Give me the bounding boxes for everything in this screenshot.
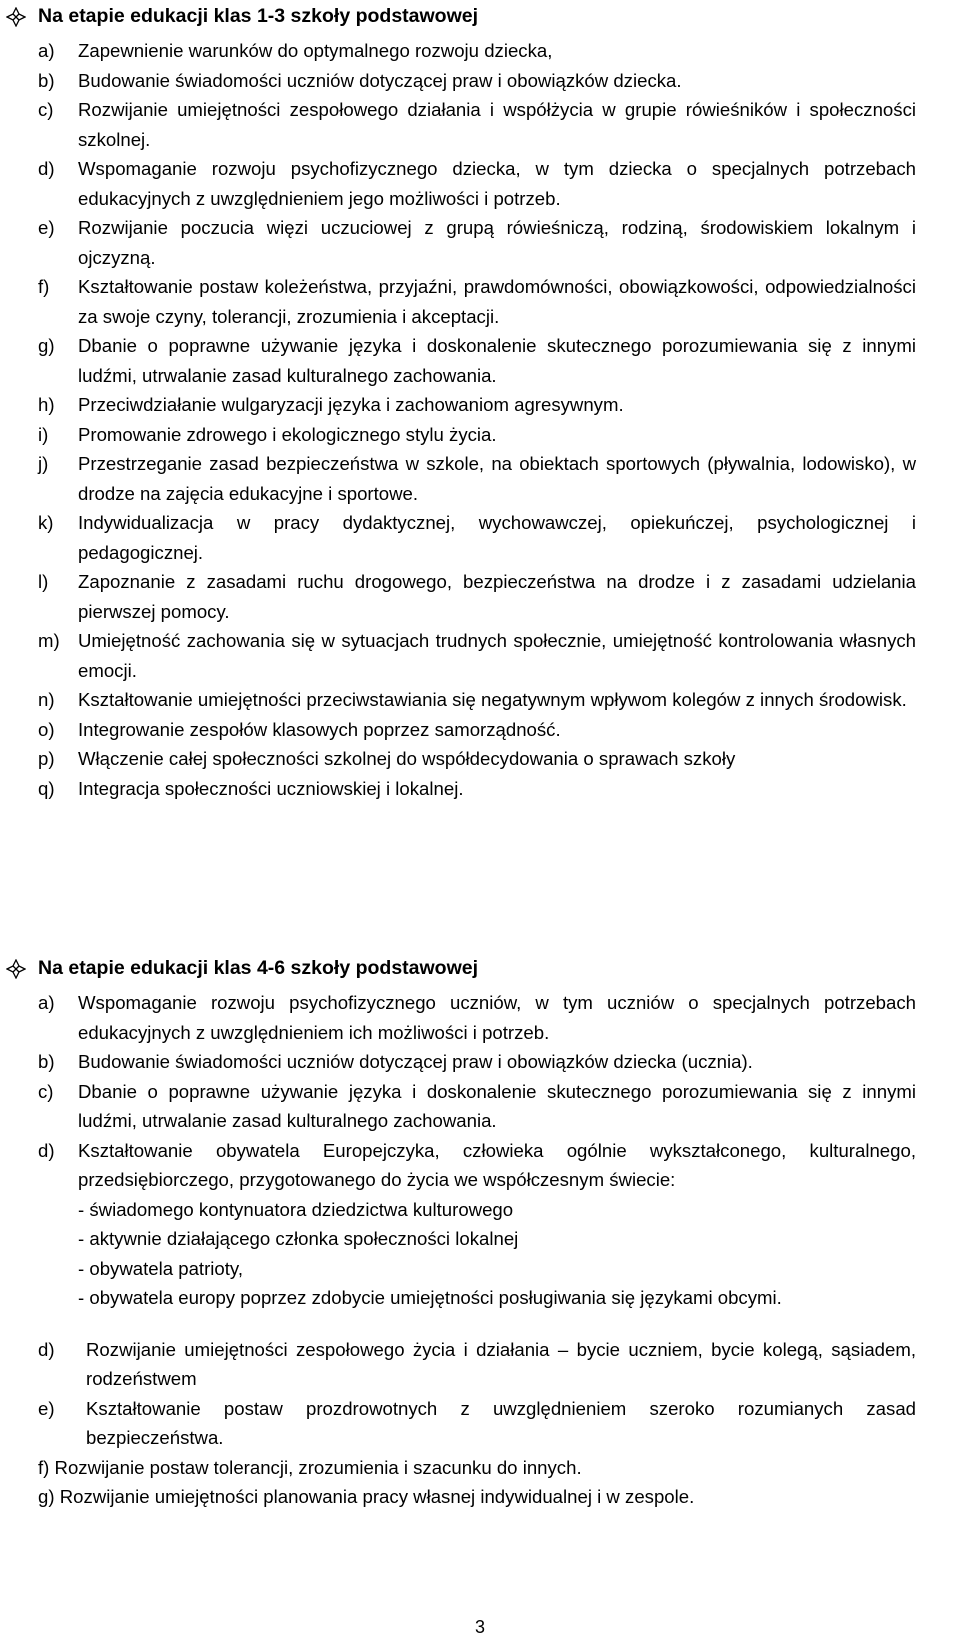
list-item: f) Rozwijanie postaw tolerancji, zrozumienia i szacunku do innych. [38,1456,582,1478]
list-item [38,626,916,685]
list-item [38,567,916,626]
item-label: o) [38,718,55,740]
list-item [38,154,916,213]
item-label: p) [38,748,55,769]
item-label: d) [38,1139,55,1161]
list-item [38,95,916,154]
list-item [38,685,916,715]
item-text: Wspomaganie rozwoju psychofizycznego dziecka, w tym dziecka o specjalnych potrzebach edukacyjnych z uwzględnieniem jego możliwości i potrzeb. [78,158,916,209]
item-label: c) [38,99,54,120]
section-classes-1-3 [0,4,960,803]
sub-list-item: - aktywnie działającego członka społeczności lokalnej [78,1228,519,1249]
item-text: Zapewnienie warunków do optymalnego rozwoju dziecka, [78,40,553,61]
list-item [38,420,916,450]
list-item [38,1335,916,1394]
item-label: m) [38,630,60,651]
item-text: Integrowanie zespołów klasowych poprzez samorządność. [78,718,561,740]
diamond-bullet-icon [6,7,26,27]
item-text: Przestrzeganie zasad bezpieczeństwa w szkole, na obiektach sportowych (pływalnia, lodowisko), w drodze na zajęcia edukacyjne i sportowe. [78,453,916,504]
list-item [38,272,916,331]
section-header [0,4,960,36]
item-label: b) [38,69,55,91]
section-title: Na etapie edukacji klas 4-6 szkoły podstawowej [38,957,479,979]
item-label: a) [38,992,55,1013]
item-label: f) [38,276,50,297]
item-text: Umiejętność zachowania się w sytuacjach trudnych społecznie, umiejętność kontrolowania własnych emocji. [78,630,916,681]
item-text: Kształtowanie postaw prozdrowotnych z uwzględnieniem szeroko rozumianych zasad bezpieczeństwa. [86,1397,916,1448]
item-label: a) [38,40,55,61]
item-label: e) [38,217,55,238]
list-item [38,213,916,272]
item-text: Kształtowanie umiejętności przeciwstawiania się negatywnym wpływom kolegów z innych środowisk. [78,689,907,710]
list-item [38,36,916,66]
list-item [38,1077,916,1136]
item-label: h) [38,394,55,415]
item-text: Kształtowanie obywatela Europejczyka, człowieka ogólnie wykształconego, kulturalnego, przedsiębiorczego, przygotowanego do życia we współczesnym świecie: [78,1139,916,1190]
list-item [38,390,916,420]
list-item [38,508,916,567]
item-text: Wspomaganie rozwoju psychofizycznego uczniów, w tym uczniów o specjalnych potrzebach edukacyjnych z uwzględnieniem ich możliwości i potrzeb. [78,992,916,1043]
item-text: Indywidualizacja w pracy dydaktycznej, wychowawczej, opiekuńczej, psychologicznej i pedagogicznej. [78,512,916,563]
item-label: q) [38,777,55,799]
item-text: Rozwijanie umiejętności zespołowego życia i działania – bycie uczniem, bycie kolegą, sąsiadem, rodzeństwem [86,1338,916,1389]
item-label: l) [38,571,49,592]
item-text: Dbanie o poprawne używanie języka i doskonalenie skutecznego porozumiewania się z innymi ludźmi, utrwalanie zasad kulturalnego zachowania. [78,335,916,386]
item-text: Kształtowanie postaw koleżeństwa, przyjaźni, prawdomówności, obowiązkowości, odpowiedzialności za swoje czyny, tolerancji, zrozumienia i akceptacji. [78,276,916,327]
list-item: g) Rozwijanie umiejętności planowania pracy własnej indywidualnej i w zespole. [38,1486,695,1507]
item-label: i) [38,423,49,445]
item-label: b) [38,1051,55,1072]
item-label: c) [38,1080,54,1102]
item-label: n) [38,689,55,710]
item-text: Promowanie zdrowego i ekologicznego stylu życia. [78,423,497,445]
item-text: Włączenie całej społeczności szkolnej do współdecydowania o sprawach szkoły [78,748,736,769]
list-item [38,715,916,745]
item-text: Przeciwdziałanie wulgaryzacji języka i zachowaniom agresywnym. [78,394,624,415]
item-label: k) [38,512,54,533]
item-text: Budowanie świadomości uczniów dotyczącej praw i obowiązków dziecka. [78,69,682,91]
item-label: d) [38,158,55,179]
item-text: Rozwijanie poczucia więzi uczuciowej z grupą rówieśniczą, rodziną, środowiskiem lokalnym i ojczyzną. [78,217,916,268]
sub-list-item: - obywatela patrioty, [78,1257,244,1279]
section-header [0,956,960,988]
page-number: 3 [474,1617,485,1637]
list-item [38,744,916,774]
list-item [38,1136,916,1195]
list-item [38,1394,916,1453]
section-title: Na etapie edukacji klas 1-3 szkoły podstawowej [38,5,479,27]
list-item [38,449,916,508]
item-label: d) [38,1338,55,1360]
sub-list-item: - obywatela europy poprzez zdobycie umiejętności posługiwania się językami obcymi. [78,1287,782,1308]
list-item [38,1047,916,1077]
spacer [0,1313,960,1335]
list-item [38,774,916,804]
item-label: g) [38,335,55,356]
list-item [38,988,916,1047]
list-item [38,331,916,390]
sub-list-item: - świadomego kontynuatora dziedzictwa kulturowego [78,1198,514,1220]
item-text: Zapoznanie z zasadami ruchu drogowego, bezpieczeństwa na drodze i z zasadami udzielania pierwszej pomocy. [78,571,916,622]
item-text: Rozwijanie umiejętności zespołowego działania i współżycia w grupie rówieśników i społeczności szkolnej. [78,99,916,150]
item-text: Integracja społeczności uczniowskiej i lokalnej. [78,777,464,799]
item-label: j) [38,453,49,474]
item-text: Budowanie świadomości uczniów dotyczącej praw i obowiązków dziecka (ucznia). [78,1051,753,1072]
diamond-bullet-icon [6,959,26,979]
list-item [38,66,916,96]
section-classes-4-6 [0,956,960,1512]
item-label: e) [38,1397,55,1419]
item-text: Dbanie o poprawne używanie języka i doskonalenie skutecznego porozumiewania się z innymi ludźmi, utrwalanie zasad kulturalnego zachowania. [78,1080,916,1131]
